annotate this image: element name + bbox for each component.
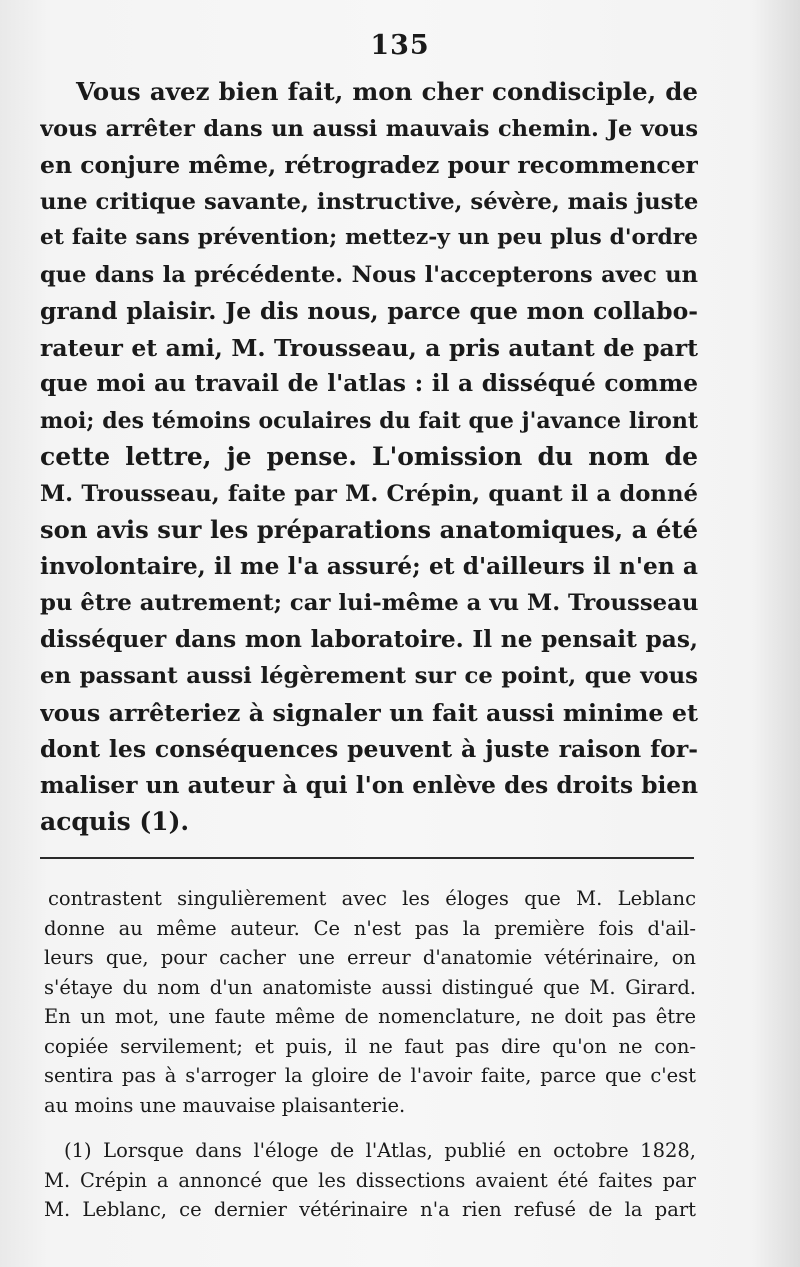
text-line: involontaire, il me l'a assuré; et d'ailleurs il n'en a bbox=[40, 552, 698, 580]
footnote-line: leurs que, pour cacher une erreur d'anatomie vétérinaire, on bbox=[44, 946, 696, 969]
text-line: dont les conséquences peuvent à juste raison for- bbox=[40, 735, 698, 763]
footnote-line: (1) Lorsque dans l'éloge de l'Atlas, publié en octobre 1828, bbox=[64, 1139, 696, 1162]
text-line: moi; des témoins oculaires du fait que j'avance liront bbox=[40, 407, 698, 434]
footnote-line: contrastent singulièrement avec les éloges que M. Leblanc bbox=[48, 887, 696, 910]
footnote-line: donne au même auteur. Ce n'est pas la première fois d'ail- bbox=[44, 916, 696, 940]
text-line: une critique savante, instructive, sévère, mais juste bbox=[40, 188, 698, 215]
text-line: disséquer dans mon laboratoire. Il ne pensait pas, bbox=[40, 625, 698, 653]
main-text bbox=[40, 74, 698, 841]
text-line: Vous avez bien fait, mon cher condisciple, de bbox=[76, 77, 698, 106]
footnote-line: s'étaye du nom d'un anatomiste aussi distingué que M. Girard. bbox=[44, 975, 696, 999]
text-line: maliser un auteur à qui l'on enlève des droits bien bbox=[40, 771, 698, 799]
footnote-line: sentira pas à s'arroger la gloire de l'avoir faite, parce que c'est bbox=[44, 1064, 696, 1087]
text-line: vous arrêter dans un aussi mauvais chemin. Je vous bbox=[40, 115, 698, 142]
text-line: en conjure même, rétrogradez pour recommencer bbox=[40, 151, 698, 179]
footnote-1 bbox=[44, 1136, 696, 1225]
text-line: acquis (1). bbox=[40, 807, 190, 836]
text-line: pu être autrement; car lui-même a vu M. Trousseau bbox=[40, 590, 698, 616]
footnote-continuation bbox=[44, 884, 696, 1120]
page-number: 135 bbox=[370, 30, 430, 61]
text-line: grand plaisir. Je dis nous, parce que mon collabo- bbox=[40, 297, 698, 325]
footnote-line: copiée servilement; et puis, il ne faut pas dire qu'on ne con- bbox=[44, 1034, 696, 1058]
text-line: rateur et ami, M. Trousseau, a pris autant de part bbox=[40, 333, 698, 362]
footnote-line: au moins une mauvaise plaisanterie. bbox=[44, 1093, 406, 1117]
text-line: M. Trousseau, faite par M. Crépin, quant il a donné bbox=[40, 480, 698, 507]
footnote-line: M. Leblanc, ce dernier vétérinaire n'a rien refusé de la part bbox=[44, 1198, 696, 1221]
text-line: son avis sur les préparations anatomiques, a été bbox=[40, 515, 698, 544]
text-line: cette lettre, je pense. L'omission du nom de bbox=[40, 442, 698, 471]
footnote-line: En un mot, une faute même de nomenclature, ne doit pas être bbox=[44, 1005, 696, 1028]
text-line: en passant aussi légèrement sur ce point, que vous bbox=[40, 663, 698, 689]
footnote-divider bbox=[40, 857, 694, 859]
text-line: vous arrêteriez à signaler un fait aussi minime et bbox=[40, 698, 698, 727]
text-line: que moi au travail de l'atlas : il a disséqué comme bbox=[40, 370, 698, 397]
text-line: et faite sans prévention; mettez-y un peu plus d'ordre bbox=[40, 225, 698, 250]
text-line: que dans la précédente. Nous l'accepterons avec un bbox=[40, 261, 698, 288]
footnote-line: M. Crépin a annoncé que les dissections avaient été faites par bbox=[44, 1168, 696, 1192]
